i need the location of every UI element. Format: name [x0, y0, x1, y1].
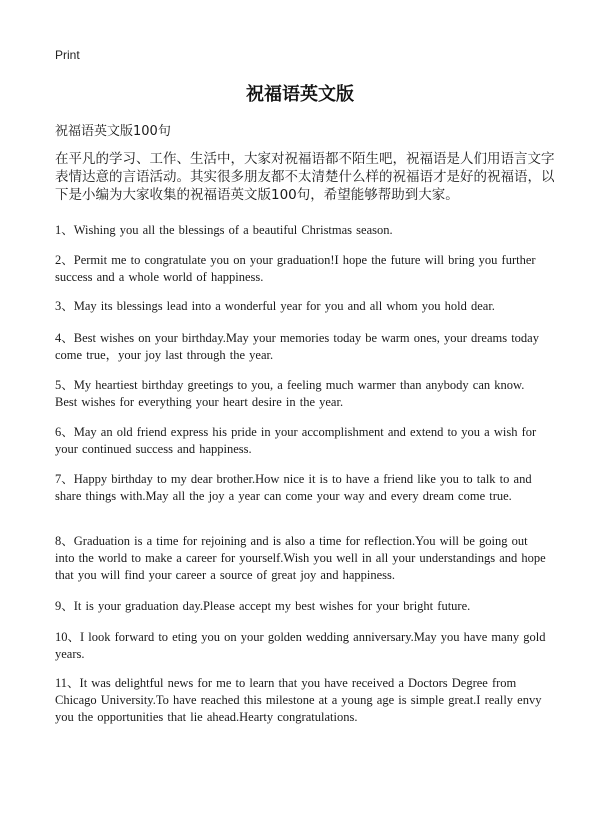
list-item: 2、Permit me to congratulate you on your graduation!I hope the future will bring you further success and a whole world of happiness. — [55, 253, 536, 284]
document-subtitle: 祝福语英文版100句 — [55, 124, 171, 139]
list-item: 8、Graduation is a time for rejoining and is also a time for reflection.You will be going out into the world to make a career for yourself.Wish you well in all your understandings and hope that you will find your career a source of great joy and happiness. — [55, 534, 546, 582]
list-item: 4、Best wishes on your birthday.May your memories today be warm ones, your dreams today come true，your joy last through the year. — [55, 331, 539, 362]
list-item: 6、May an old friend express his pride in your accomplishment and extend to you a wish for your continued success and happiness. — [55, 425, 537, 456]
print-label: Print — [55, 48, 80, 62]
list-item: 10、I look forward to eting you on your golden wedding anniversary.May you have many gold years. — [55, 630, 546, 661]
list-item: 7、Happy birthday to my dear brother.How nice it is to have a friend like you to talk to and share things with.May all the joy a year can come your way and every dream come true. — [55, 472, 532, 503]
list-item: 11、It was delightful news for me to learn that you have received a Doctors Degree from Chicago University.To have reached this milestone at a young age is simple great.I really envy you the opportunities that lie ahead.Hearty congratulations. — [55, 676, 542, 724]
list-item: 5、My heartiest birthday greetings to you, a feeling much warmer than anybody can know. Best wishes for everything your heart desire in the year. — [55, 378, 525, 409]
page-title: 祝福语英文版 — [246, 84, 354, 105]
list-item: 3、May its blessings lead into a wonderful year for you and all whom you hold dear. — [55, 299, 495, 313]
intro-paragraph: 在平凡的学习、工作、生活中，大家对祝福语都不陌生吧，祝福语是人们用语言文字表情达意的言语活动。其实很多朋友都不太清楚什么样的祝福语才是好的祝福语，以下是小编为大家收集的祝福语英文版100句，希望能够帮助到大家。 — [55, 151, 555, 203]
list-item: 9、It is your graduation day.Please accept my best wishes for your bright future. — [55, 599, 471, 613]
list-item: 1、Wishing you all the blessings of a beautiful Christmas season. — [55, 223, 393, 237]
